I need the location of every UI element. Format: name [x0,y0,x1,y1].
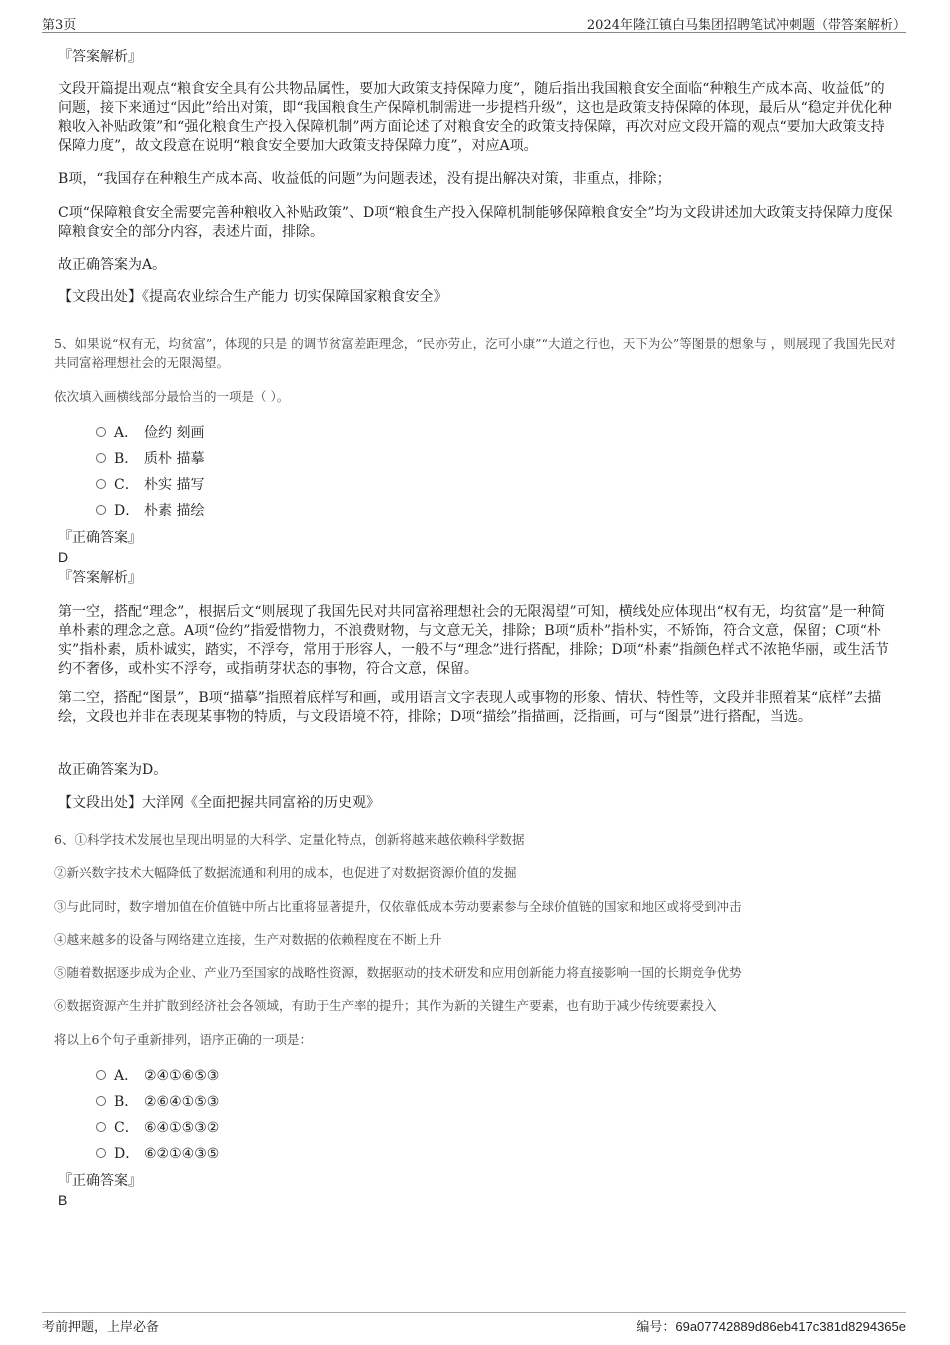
radio-icon[interactable] [96,1070,106,1080]
q6-sentence-4: ④越来越多的设备与网络建立连接，生产对数据的依赖程度在不断上升 [54,932,442,947]
q5-option-a[interactable]: A． 俭约 刻画 [96,423,204,443]
q5-analysis-para-2: 第二空，搭配“图景”，B项“描摹”指照着底样写和画，或用语言文字表现人或事物的形象、情状、特性等，文段并非照着某“底样”去描绘，文段也并非在表现某事物的特质，与文段语境不符，排除；D项“描绘”指描画，泛指画，可与“图景”进行搭配，当选。 [58,690,882,725]
q5-prompt: 依次填入画横线部分最恰当的一项是（ ）。 [54,389,290,404]
q6-sentence-2: ②新兴数字技术大幅降低了数据流通和利用的成本，也促进了对数据资源价值的发掘 [54,865,517,880]
document-code-label: 编号： [636,1320,676,1335]
document-title: 2024年隆江镇白马集团招聘笔试冲刺题（带答案解析） [586,18,906,33]
q6-prompt: 将以上6个句子重新排列，语序正确的一项是： [54,1032,312,1047]
q5-option-c[interactable]: C． 朴实 描写 [96,475,204,495]
q6-sentence-3: ③与此同时，数字增加值在价值链中所占比重将显著提升，仅依靠低成本劳动要素参与全球价值链的国家和地区或将受到冲击 [54,899,742,914]
q4-analysis-para-2: B项，“我国存在种粮生产成本高、收益低的问题”为问题表述，没有提出解决对策，非重点，排除； [58,171,671,187]
q5-answer: D [58,549,69,565]
q5-analysis-label: 『答案解析』 [58,570,142,586]
q5-option-d[interactable]: D． 朴素 描绘 [96,501,204,521]
q4-analysis-para-4: 故正确答案为A。 [58,257,167,273]
q6-option-d[interactable]: D． ⑥②①④③⑤ [96,1144,219,1164]
q6-answer: B [58,1192,68,1208]
page-number: 第3页 [42,18,77,33]
radio-icon[interactable] [96,479,106,489]
q6-option-a[interactable]: A． ②④①⑥⑤③ [96,1066,219,1086]
page-header [42,12,906,33]
q6-option-b[interactable]: B． ②⑥④①⑤③ [96,1092,219,1112]
q4-analysis-label: 『答案解析』 [58,49,142,65]
page-footer [42,1312,906,1335]
radio-icon[interactable] [96,1148,106,1158]
footer-slogan: 考前押题，上岸必备 [42,1320,160,1335]
q6-sentence-1: 6、①科学技术发展也呈现出明显的大科学、定量化特点，创新将越来越依赖科学数据 [54,832,525,847]
q6-option-c[interactable]: C． ⑥④①⑤③② [96,1118,219,1138]
document-code [636,1316,906,1335]
radio-icon[interactable] [96,1122,106,1132]
radio-icon[interactable] [96,453,106,463]
q4-analysis-para-1: 文段开篇提出观点“粮食安全具有公共物品属性，要加大政策支持保障力度”，随后指出我国粮食安全面临“种粮生产成本高、收益低”的问题，接下来通过“因此”给出对策，即“我国粮食生产保障机制需进一步提档升级”，这也是政策支持保障的体现，最后从“稳定并优化种粮收入补贴政策”和“强化粮食生产投入保障机制”两方面论述了对粮食安全的政策支持保障，再次对应文段开篇的观点“要加大政策支持保障力度”，故文段意在说明“粮食安全要加大政策支持保障力度”，对应A项。 [58,81,892,154]
q5-stem: 5、如果说“权有无，均贫富”，体现的只是 的调节贫富差距理念，“民亦劳止，汔可小康”“大道之行也，天下为公”等图景的想象与 ，则展现了我国先民对共同富裕理想社会的无限渴望。 [54,336,896,370]
q6-answer-label: 『正确答案』 [58,1173,142,1189]
q4-source: 【文段出处】《提高农业综合生产能力 切实保障国家粮食安全》 [58,289,448,305]
q5-analysis-para-3: 故正确答案为D。 [58,762,168,778]
document-code-value: 69a07742889d86eb417c381d8294365e [675,1319,906,1334]
q6-sentence-5: ⑤随着数据逐步成为企业、产业乃至国家的战略性资源，数据驱动的技术研发和应用创新能力将直接影响一国的长期竞争优势 [54,965,742,980]
q5-source: 【文段出处】大洋网《全面把握共同富裕的历史观》 [58,795,380,811]
q5-option-b[interactable]: B． 质朴 描摹 [96,449,204,469]
q4-analysis-para-3: C项“保障粮食安全需要完善种粮收入补贴政策”、D项“粮食生产投入保障机制能够保障粮食安全”均为文段讲述加大政策支持保障力度保障粮食安全的部分内容，表述片面，排除。 [58,205,893,240]
q5-answer-label: 『正确答案』 [58,530,142,546]
q6-sentence-6: ⑥数据资源产生并扩散到经济社会各领域，有助于生产率的提升；其作为新的关键生产要素，也有助于减少传统要素投入 [54,998,717,1013]
radio-icon[interactable] [96,505,106,515]
q5-analysis-para-1: 第一空，搭配“理念”，根据后文“则展现了我国先民对共同富裕理想社会的无限渴望”可知，横线处应体现出“权有无，均贫富”是一种简单朴素的理念之意。A项“俭约”指爱惜物力，不浪费财物，与文意无关，排除；B项“质朴”指朴实，不矫饰，符合文意，保留；C项“朴实”指朴素，质朴诚实，踏实，不浮夸，常用于形容人，一般不与“理念”进行搭配，排除；D项“朴素”指颜色样式不浓艳华丽，或生活节约不奢侈，或朴实不浮夸，或指萌芽状态的事物，符合文意，保留。 [58,604,890,677]
radio-icon[interactable] [96,1096,106,1106]
radio-icon[interactable] [96,427,106,437]
